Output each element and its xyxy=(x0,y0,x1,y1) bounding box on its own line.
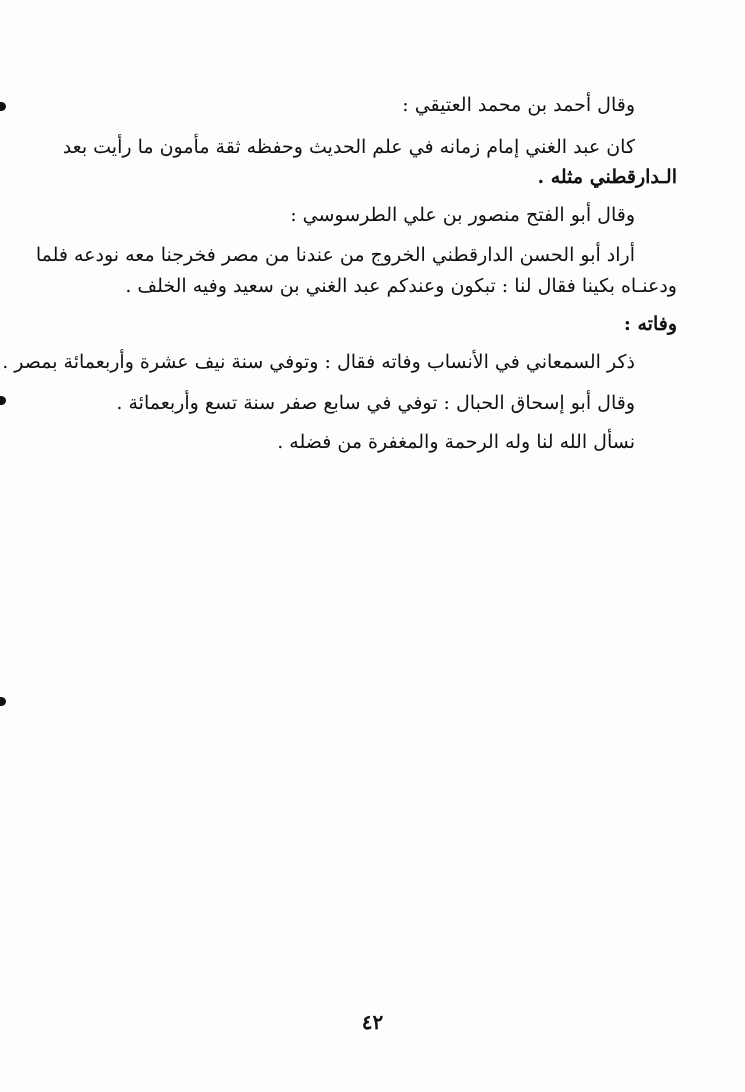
binder-hole-mark-top xyxy=(0,102,6,111)
text-line: الـدارقطني مثله . xyxy=(537,166,677,188)
text-line: أراد أبو الحسن الدارقطني الخروج من عندنا من مصر فخرجنا معه نودعه فلما xyxy=(35,244,635,266)
text-line: وقال أبو الفتح منصور بن علي الطرسوسي : xyxy=(290,204,635,226)
text-line: ودعنـاه بكينا فقال لنا : تبكون وعندكم عبد الغني بن سعيد وفيه الخلف . xyxy=(125,275,677,297)
section-heading: وفاته : xyxy=(623,313,677,335)
page-number: ٤٢ xyxy=(361,1010,384,1034)
text-line: كان عبد الغني إمام زمانه في علم الحديث وحفظه ثقة مأمون ما رأيت بعد xyxy=(62,136,635,158)
binder-hole-mark-middle xyxy=(0,396,6,405)
text-line: نسأل الله لنا وله الرحمة والمغفرة من فضله . xyxy=(277,431,635,453)
text-line: وقال أبو إسحاق الحبال : توفي في سابع صفر سنة تسع وأربعمائة . xyxy=(116,392,635,414)
text-line: وقال أحمد بن محمد العتيقي : xyxy=(402,94,635,116)
binder-hole-mark-bottom xyxy=(0,697,6,706)
text-line: ذكر السمعاني في الأنساب وفاته فقال : وتوفي سنة نيف عشرة وأربعمائة بمصر . xyxy=(2,351,635,373)
